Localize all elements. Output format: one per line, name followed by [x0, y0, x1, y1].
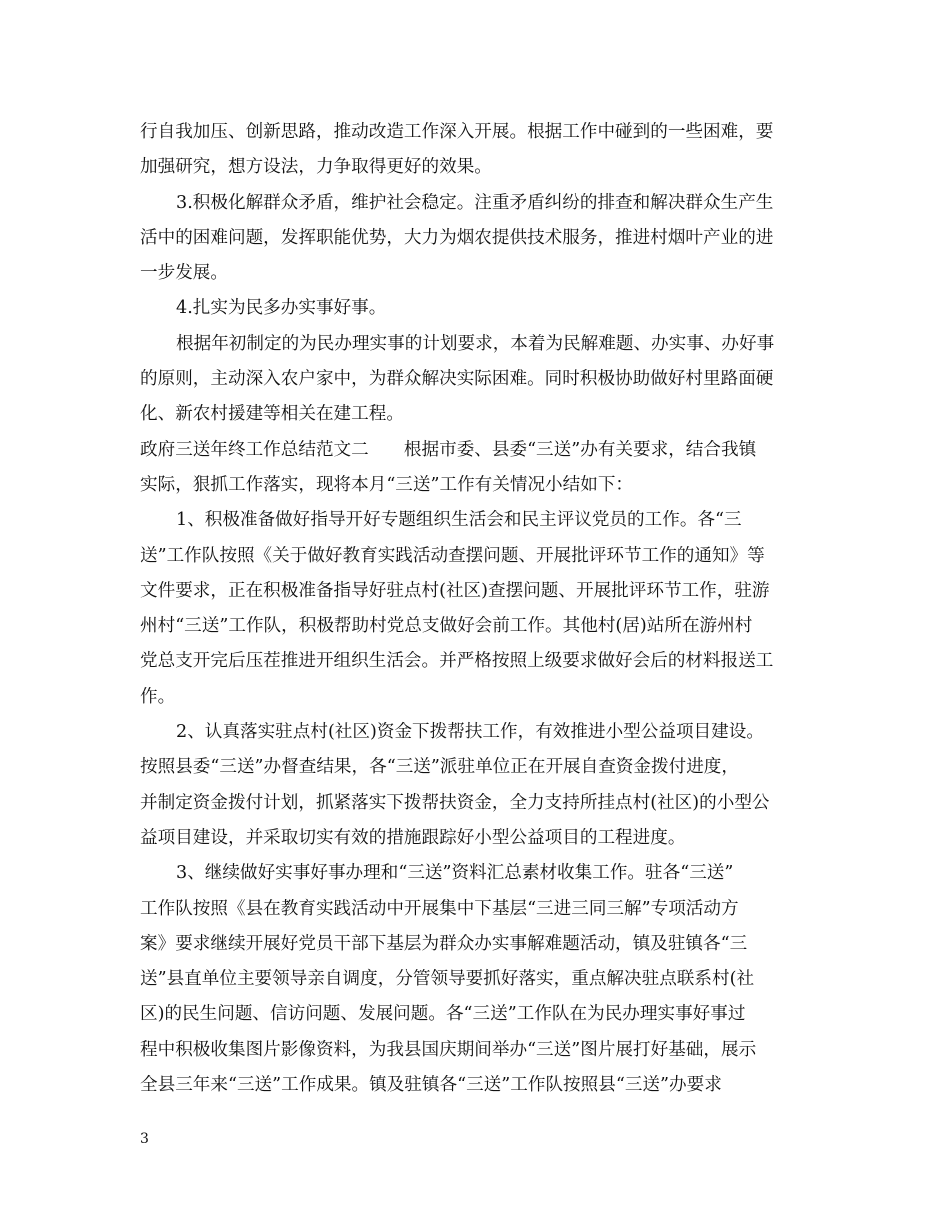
text-line: 3.积极化解群众矛盾，维护社会稳定。注重矛盾纠纷的排查和解决群众生产生	[176, 192, 774, 213]
section-heading-line: 政府三送年终工作总结范文二 根据市委、县委“三送”办有关要求，结合我镇	[140, 439, 757, 460]
text-line: 实际，狠抓工作落实，现将本月“三送”工作有关情况小结如下：	[140, 474, 634, 495]
text-line: 加强研究，想方设法，力争取得更好的效果。	[140, 157, 492, 178]
text-line: 2、认真落实驻点村(社区)资金下拨帮扶工作，有效推进小型公益项目建设。	[176, 722, 764, 743]
text-line: 送”县直单位主要领导亲自调度，分管领导要抓好落实，重点解决驻点联系村(社	[140, 969, 755, 990]
text-line: 全县三年来“三送”工作成果。镇及驻镇各“三送”工作队按照县“三送”办要求	[140, 1075, 722, 1096]
text-line: 一步发展。	[140, 263, 228, 284]
text-line: 行自我加压、创新思路，推动改造工作深入开展。根据工作中碰到的一些困难，要	[140, 122, 774, 142]
text-line: 按照县委“三送”办督查结果，各“三送”派驻单位正在开展自查资金拨付进度，	[140, 757, 739, 778]
text-line: 党总支开完后压茬推进开组织生活会。并严格按照上级要求做好会后的材料报送工	[140, 651, 774, 672]
text-line: 根据年初制定的为民办理实事的计划要求，本着为民解难题、办实事、办好事	[176, 333, 775, 354]
text-line: 作。	[140, 686, 176, 707]
text-line: 活中的困难问题，发挥职能优势，大力为烟农提供技术服务，推进村烟叶产业的进	[140, 227, 774, 248]
text-line: 并制定资金拨付计划，抓紧落实下拨帮扶资金，全力支持所挂点村(社区)的小型公	[140, 792, 770, 813]
text-line: 工作队按照《县在教育实践活动中开展集中下基层“三进三同三解”专项活动方	[140, 898, 739, 919]
text-line: 案》要求继续开展好党员干部下基层为群众办实事解难题活动，镇及驻镇各“三	[140, 933, 748, 954]
text-line: 3、继续做好实事好事办理和“三送”资料汇总素材收集工作。驻各“三送”	[176, 863, 734, 884]
text-line: 4.扎实为民多办实事好事。	[176, 298, 387, 319]
text-line: 益项目建设，并采取切实有效的措施跟踪好小型公益项目的工程进度。	[140, 827, 686, 848]
text-line: 文件要求，正在积极准备指导好驻点村(社区)查摆问题、开展批评环节工作，驻游	[140, 580, 770, 601]
text-line: 化、新农村援建等相关在建工程。	[140, 404, 404, 425]
text-line: 送”工作队按照《关于做好教育实践活动查摆问题、开展批评环节工作的通知》等	[140, 545, 765, 566]
document-body	[140, 115, 812, 1103]
text-line: 州村“三送”工作队，积极帮助村党总支做好会前工作。其他村(居)站所在游州村	[140, 616, 753, 637]
text-line: 区)的民生问题、信访问题、发展问题。各“三送”工作队在为民办理实事好事过	[140, 1004, 746, 1025]
page-number: 3	[140, 1131, 149, 1147]
text-line: 1、积极准备做好指导开好专题组织生活会和民主评议党员的工作。各“三	[176, 510, 742, 531]
text-line: 程中积极收集图片影像资料，为我县国庆期间举办“三送”图片展打好基础，展示	[140, 1039, 757, 1060]
text-line: 的原则，主动深入农户家中，为群众解决实际困难。同时积极协助做好村里路面硬	[140, 369, 774, 390]
